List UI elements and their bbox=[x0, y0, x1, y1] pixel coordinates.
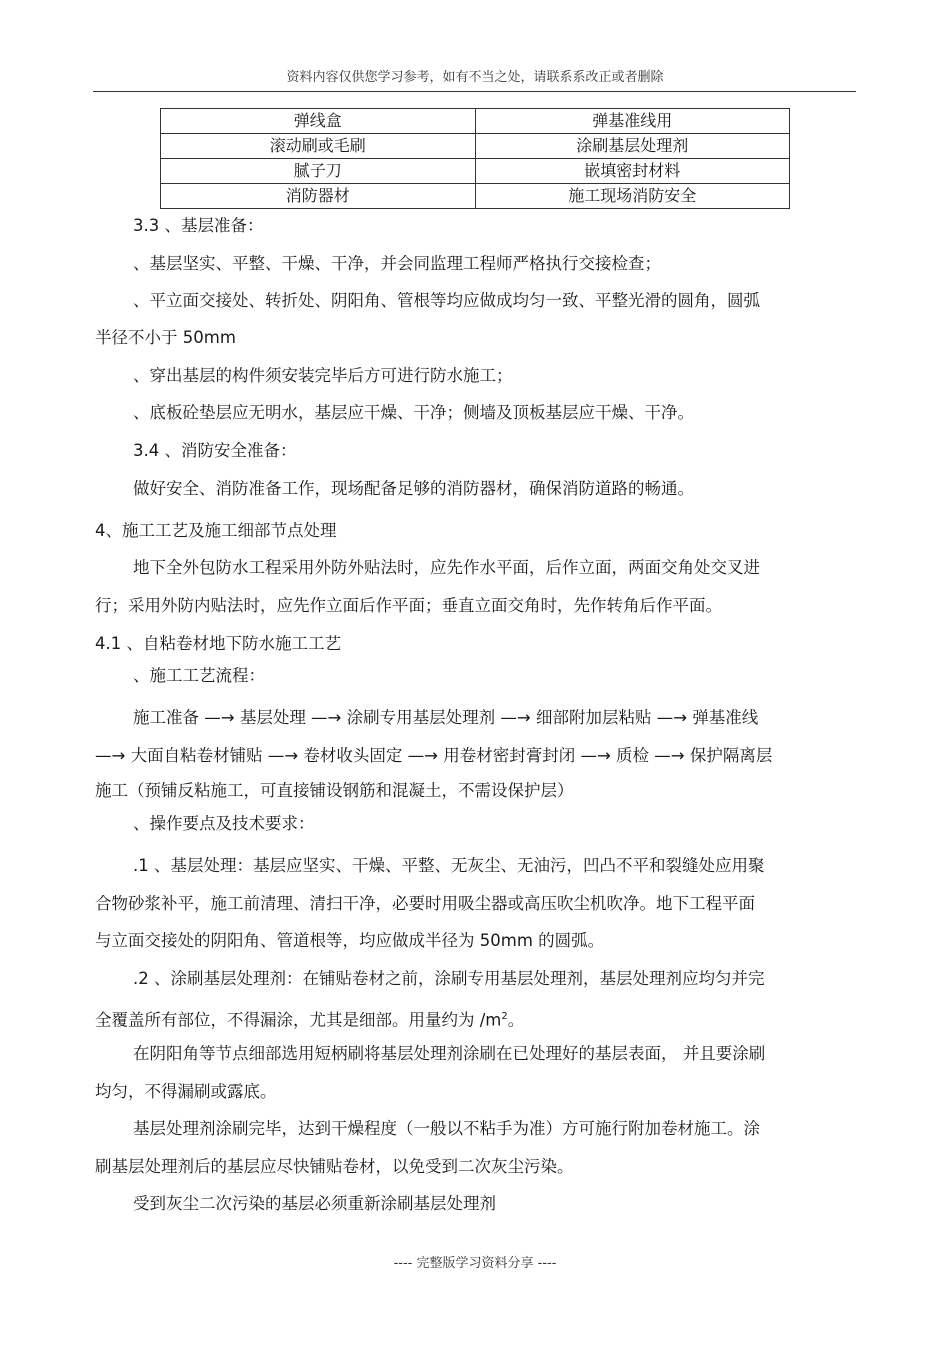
paragraph-line: 基层处理剂涂刷完毕，达到干燥程度（一般以不粘手为准）方可施行附加卷材施工。涂 bbox=[133, 1119, 760, 1138]
paragraph-line: 做好安全、消防准备工作，现场配备足够的消防器材，确保消防道路的畅通。 bbox=[133, 479, 694, 498]
tool-table bbox=[160, 108, 790, 209]
paragraph-line: 、平立面交接处、转折处、阴阳角、管根等均应做成均匀一致、平整光滑的圆角，圆弧 bbox=[133, 291, 760, 310]
table-row bbox=[161, 159, 790, 184]
table-row bbox=[161, 184, 790, 209]
table-cell: 腻子刀 bbox=[161, 159, 476, 184]
table-cell: 弹基准线用 bbox=[475, 109, 790, 134]
paragraph-line: 地下全外包防水工程采用外防外贴法时，应先作水平面，后作立面，两面交角处交叉进 bbox=[133, 558, 760, 577]
superscript: 2 bbox=[501, 1011, 508, 1022]
paragraph-line: 与立面交接处的阴阳角、管道根等，均应做成半径为 50mm 的圆弧。 bbox=[95, 931, 605, 950]
table-row bbox=[161, 109, 790, 134]
paragraph-text: 。 bbox=[507, 1010, 525, 1030]
section-3-4-title: 3.4 、消防安全准备： bbox=[133, 441, 297, 460]
page-footer-note: ---- 完整版学习资料分享 ---- bbox=[393, 1256, 557, 1271]
flow-line: —→ 大面自粘卷材铺贴 —→ 卷材收头固定 —→ 用卷材密封膏封闭 —→ 质检 —→ 保护隔离层 bbox=[95, 746, 773, 765]
paragraph-line: .1 、基层处理：基层应坚实、干燥、平整、无灰尘、无油污，凹凸不平和裂缝处应用聚 bbox=[133, 856, 765, 875]
page-header-note: 资料内容仅供您学习参考，如有不当之处，请联系系改正或者删除 bbox=[286, 70, 664, 85]
table-cell: 消防器材 bbox=[161, 184, 476, 209]
paragraph-line: 、基层坚实、平整、干燥、干净，并会同监理工程师严格执行交接检查； bbox=[133, 254, 661, 273]
table-row bbox=[161, 134, 790, 159]
section-3-3-title: 3.3 、基层准备： bbox=[133, 216, 264, 235]
paragraph-text: 全覆盖所有部位，不得漏涂，尤其是细部。用量约为 /m bbox=[95, 1010, 502, 1030]
paragraph-line: 受到灰尘二次污染的基层必须重新涂刷基层处理剂 bbox=[133, 1194, 496, 1213]
paragraph-line: 、底板砼垫层应无明水，基层应干燥、干净；侧墙及顶板基层应干燥、干净。 bbox=[133, 403, 694, 422]
subsection-title: 、施工工艺流程： bbox=[133, 666, 265, 685]
flow-line: 施工（预铺反粘施工，可直接铺设钢筋和混凝土，不需设保护层） bbox=[95, 781, 574, 800]
table-cell: 施工现场消防安全 bbox=[475, 184, 790, 209]
paragraph-line: 行；采用外防内贴法时，应先作立面后作平面；垂直立面交角时，先作转角后作平面。 bbox=[95, 596, 722, 615]
table-cell: 涂刷基层处理剂 bbox=[475, 134, 790, 159]
paragraph-line: 在阴阳角等节点细部选用短柄刷将基层处理剂涂刷在已处理好的基层表面， 并且要涂刷 bbox=[133, 1044, 766, 1063]
subsection-title: 、操作要点及技术要求： bbox=[133, 814, 315, 833]
paragraph-line: 半径不小于 50mm bbox=[95, 328, 236, 347]
table-cell: 嵌填密封材料 bbox=[475, 159, 790, 184]
flow-line: 施工准备 —→ 基层处理 —→ 涂刷专用基层处理剂 —→ 细部附加层粘贴 —→ 弹基准线 bbox=[133, 708, 759, 727]
paragraph-line: 合物砂浆补平，施工前清理、清扫干净，必要时用吸尘器或高压吹尘机吹净。地下工程平面 bbox=[95, 894, 755, 913]
table-cell: 滚动刷或毛刷 bbox=[161, 134, 476, 159]
section-4-1-title: 4.1 、自粘卷材地下防水施工工艺 bbox=[95, 634, 341, 653]
paragraph-line: .2 、涂刷基层处理剂：在铺贴卷材之前，涂刷专用基层处理剂，基层处理剂应均匀并完 bbox=[133, 969, 765, 988]
header-divider bbox=[93, 91, 856, 92]
paragraph-line: 刷基层处理剂后的基层应尽快铺贴卷材，以免受到二次灰尘污染。 bbox=[95, 1157, 574, 1176]
paragraph-line bbox=[95, 1006, 524, 1032]
table-cell: 弹线盒 bbox=[161, 109, 476, 134]
paragraph-line: 均匀，不得漏刷或露底。 bbox=[95, 1082, 277, 1101]
paragraph-line: 、穿出基层的构件须安装完毕后方可进行防水施工； bbox=[133, 366, 513, 385]
section-4-title: 4、施工工艺及施工细部节点处理 bbox=[95, 521, 337, 540]
